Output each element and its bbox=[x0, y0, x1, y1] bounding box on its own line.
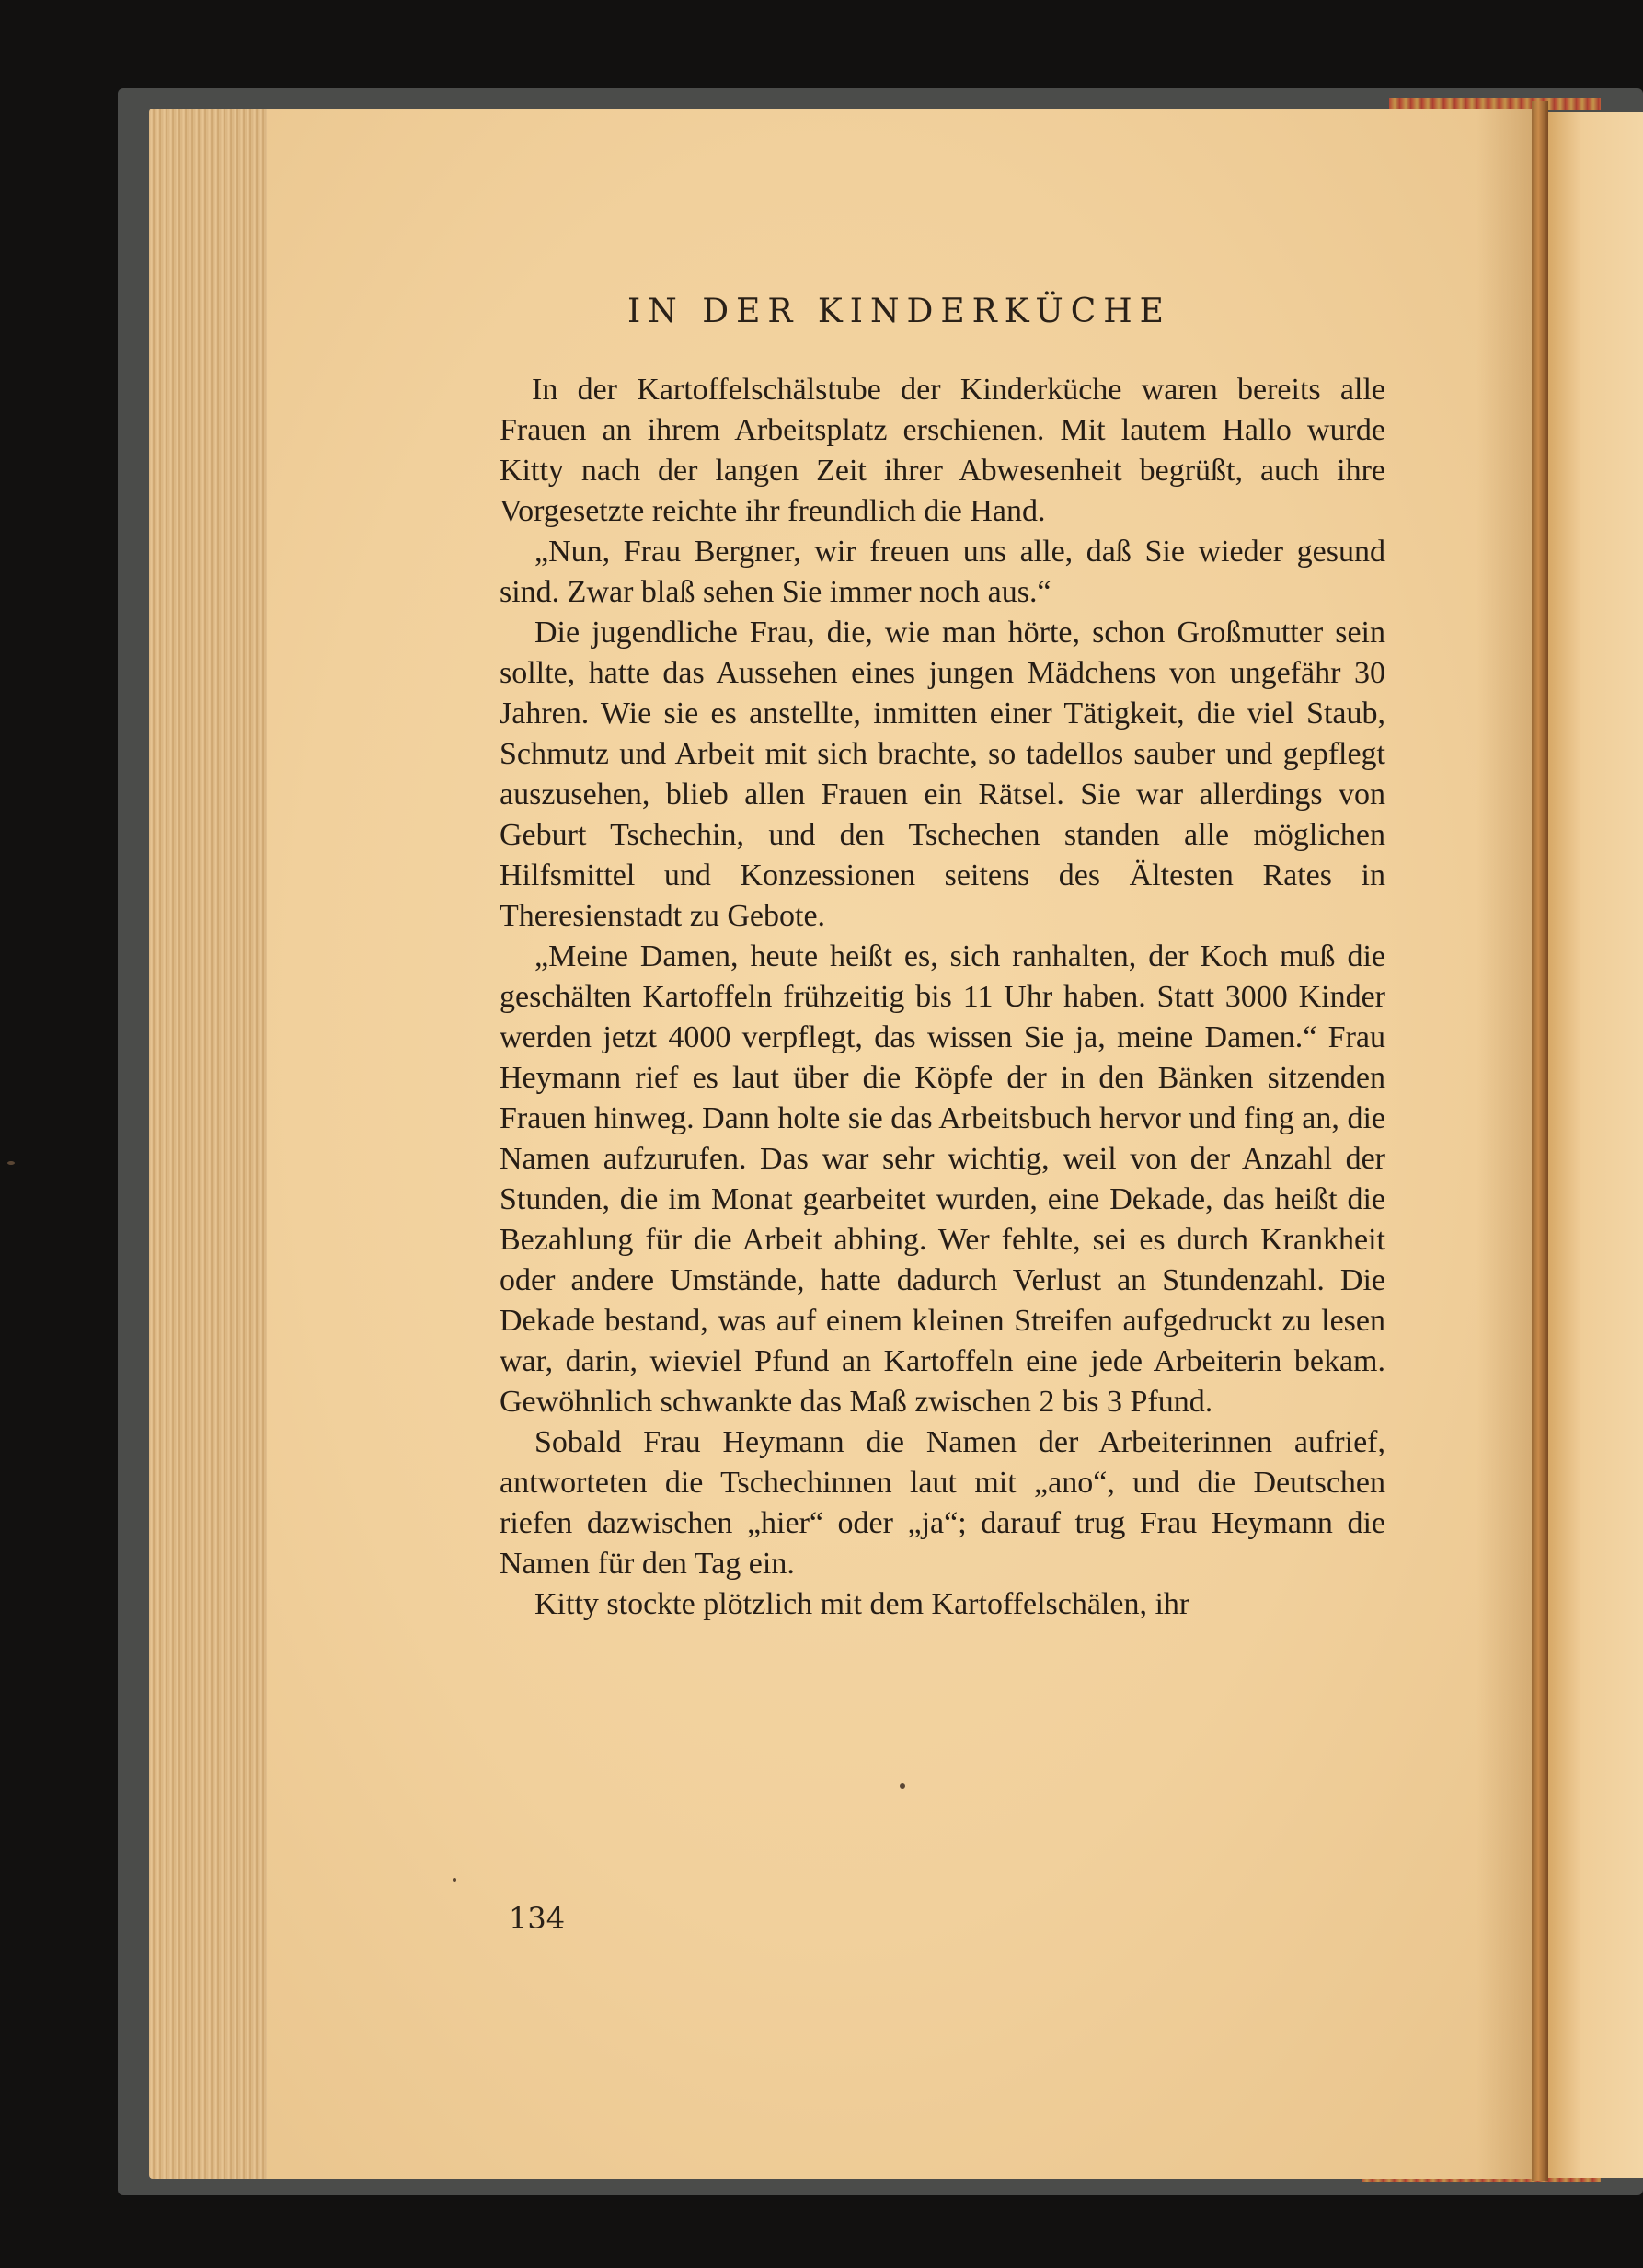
paragraph: Kitty stockte plötzlich mit dem Kartoffelschälen, ihr bbox=[534, 1587, 1190, 1621]
facing-page bbox=[1548, 112, 1643, 2178]
paragraph: In der Kartoffelschälstube der Kinderküche waren bereits alle Frauen an ihrem Arbeitsplatz erschienen. Mit lautem Hallo wurde Kitty nach der langen Zeit ihrer Abwesenheit begrüßt, auch ihre Vorgesetzte reichte ihr freundlich die Hand. bbox=[500, 373, 1385, 528]
page-number: 134 bbox=[509, 1901, 566, 1936]
paragraph: Sobald Frau Heymann die Namen der Arbeiterinnen aufrief, antworteten die Tschechinnen laut mit „ano“, und die Deutschen riefen dazwischen „hier“ oder „ja“; darauf trug Frau Heymann die Namen für den Tag ein. bbox=[500, 1425, 1385, 1581]
paragraph: „Nun, Frau Bergner, wir freuen uns alle, daß Sie wieder gesund sind. Zwar blaß sehen Sie immer noch aus.“ bbox=[500, 535, 1385, 609]
paper-speck bbox=[453, 1878, 456, 1882]
paragraph: „Meine Damen, heute heißt es, sich ranhalten, der Koch muß die geschälten Kartoffeln frühzeitig bis 11 Uhr haben. Statt 3000 Kinder werden jetzt 4000 verpflegt, das wissen Sie ja, meine Damen.“ Frau Heymann rief es laut über die Köpfe der in den Bänken sitzenden Frauen hinweg. Dann holte sie das Arbeitsbuch hervor und fing an, die Namen aufzurufen. Das war sehr wichtig, weil von der Anzahl der Stunden, die im Monat gearbeitet wurden, eine Dekade, das heißt die Bezahlung für die Arbeit abhing. Wer fehlte, sei es durch Krankheit oder andere Umstände, hatte dadurch Verlust an Stundenzahl. Die Dekade bestand, was auf einem kleinen Streifen aufgedruckt zu lesen war, darin, wieviel Pfund an Kartoffeln eine jede Arbeiterin bekam. Gewöhnlich schwankte das Maß zwischen 2 bis 3 Pfund. bbox=[500, 939, 1385, 1419]
running-head: IN DER KINDERKÜCHE bbox=[627, 293, 1171, 330]
paper-speck bbox=[900, 1783, 905, 1789]
page-edges bbox=[149, 109, 269, 2179]
paper-speck bbox=[7, 1161, 15, 1165]
book-gutter bbox=[1532, 101, 1548, 2181]
body-text bbox=[500, 370, 1385, 1625]
paragraph: Die jugendliche Frau, die, wie man hörte, schon Großmutter sein sollte, hatte das Aussehen eines jungen Mädchens von ungefähr 30 Jahren. Wie sie es anstellte, inmitten einer Tätigkeit, die viel Staub, Schmutz und Arbeit mit sich brachte, so tadellos sauber und gepflegt auszusehen, blieb allen Frauen ein Rätsel. Sie war allerdings von Geburt Tschechin, und den Tschechen standen alle möglichen Hilfsmittel und Konzessionen seitens des Ältesten Rates in Theresienstadt zu Gebote. bbox=[500, 616, 1385, 933]
